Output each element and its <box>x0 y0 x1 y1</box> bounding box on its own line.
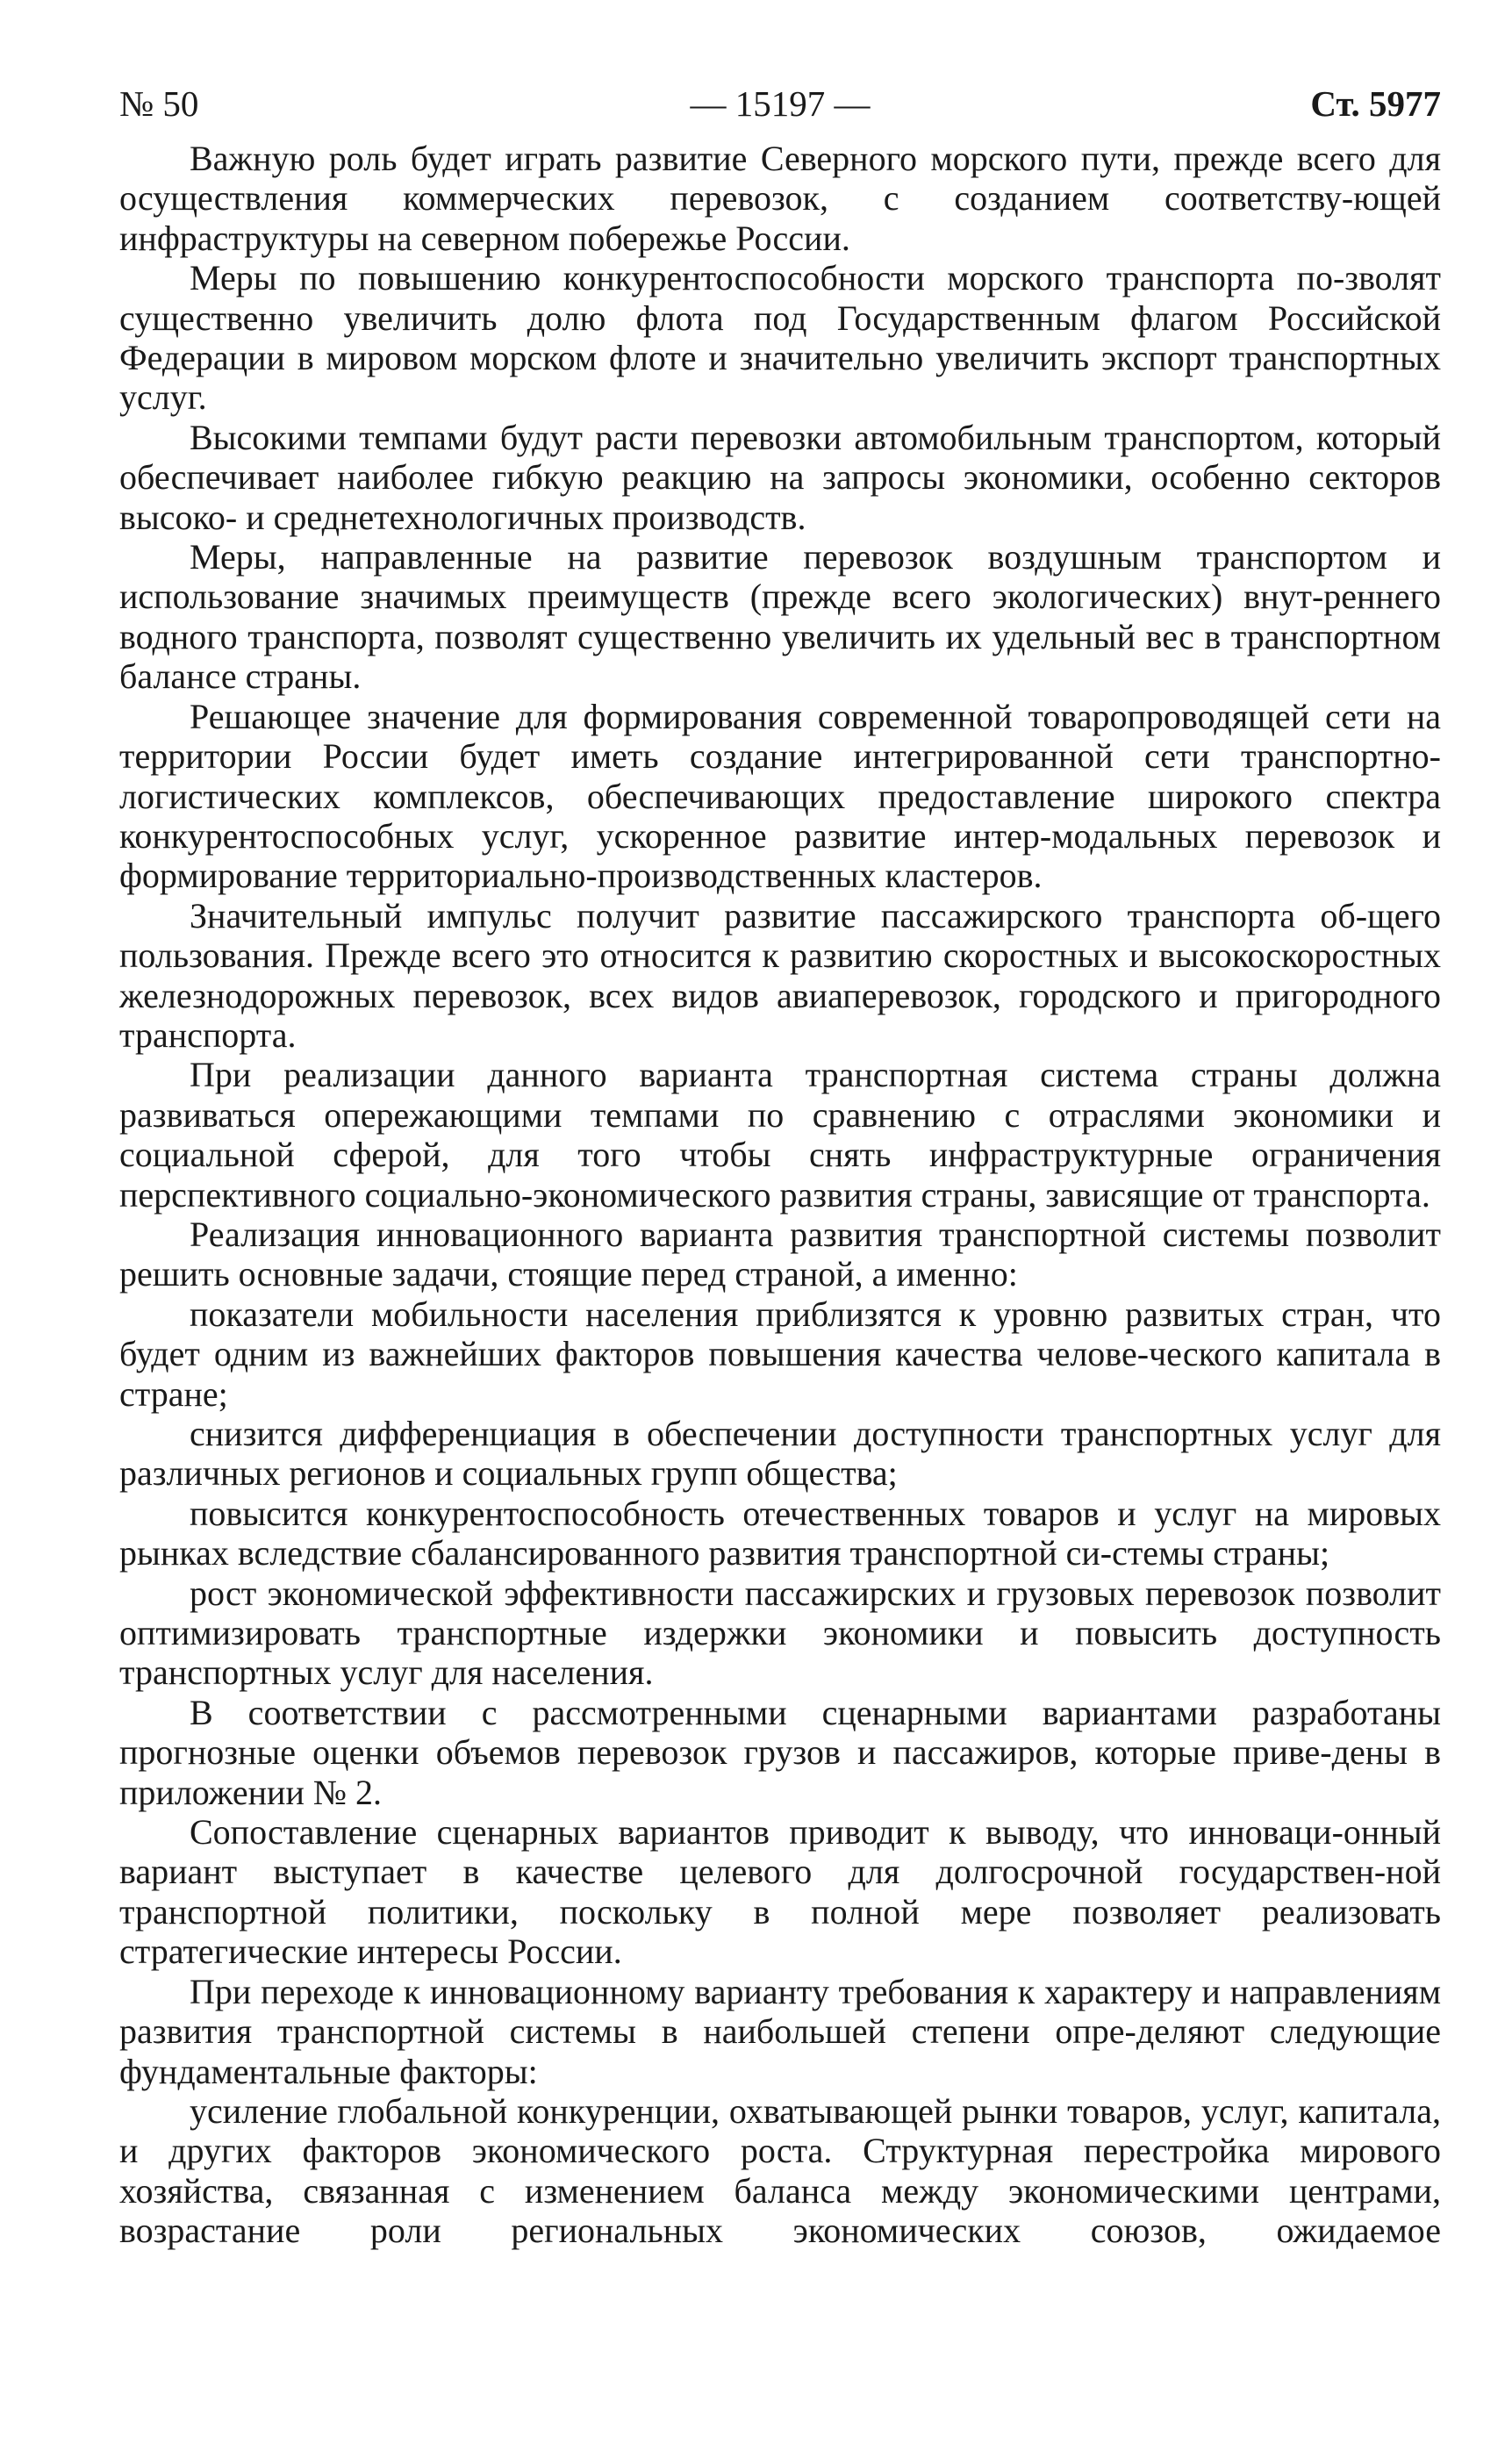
paragraph: При реализации данного варианта транспортная система страны должна развиваться опережающими темпами по сравнению с отраслями экономики и социальной сферой, для того чтобы снять инфраструктурные ограничения перспективного социально-экономического развития страны, зависящие от транспорта. <box>119 1055 1441 1215</box>
paragraph: Меры, направленные на развитие перевозок воздушным транспортом и использование значимых преимуществ (прежде всего экологических) внут-реннего водного транспорта, позволят существенно увеличить их удельный вес в транспортном балансе страны. <box>119 537 1441 697</box>
page-header <box>119 77 1441 139</box>
list-item: рост экономической эффективности пассажирских и грузовых перевозок позволит оптимизировать транспортные издержки экономики и повысить доступность транспортных услуг для населения. <box>119 1573 1441 1693</box>
paragraph: Меры по повышению конкурентоспособности морского транспорта по-зволят существенно увеличить долю флота под Государственным флагом Российской Федерации в мировом морском флоте и значительно увеличить экспорт транспортных услуг. <box>119 258 1441 418</box>
list-item: повысится конкурентоспособность отечественных товаров и услуг на мировых рынках вследствие сбалансированного развития транспортной си-стемы страны; <box>119 1493 1441 1573</box>
paragraph: При переходе к инновационному варианту требования к характеру и направлениям развития транспортной системы в наибольшей степени опре-деляют следующие фундаментальные факторы: <box>119 1971 1441 2091</box>
paragraph: Реализация инновационного варианта развития транспортной системы позволит решить основные задачи, стоящие перед страной, а именно: <box>119 1214 1441 1294</box>
list-item: показатели мобильности населения приблизятся к уровню развитых стран, что будет одним из важнейших факторов повышения качества челове-ческого капитала в стране; <box>119 1294 1441 1414</box>
paragraph: Решающее значение для формирования современной товаропроводящей сети на территории России будет иметь создание интегрированной сети транспортно-логистических комплексов, обеспечивающих предоставление широкого спектра конкурентоспособных услуг, ускоренное развитие интер-модальных перевозок и формирование территориально-производственных кластеров. <box>119 696 1441 896</box>
issue-number: № 50 <box>119 83 199 124</box>
document-page <box>119 77 1441 2251</box>
list-item: усиление глобальной конкуренции, охватывающей рынки товаров, услуг, капитала, и других факторов экономического роста. Структурная перестройка мирового хозяйства, связанная с изменением баланса между экономическими центрами, возрастание роли региональных экономических союзов, ожидаемое <box>119 2090 1441 2251</box>
page-number: — 15197 — <box>690 83 871 124</box>
body-text <box>119 139 1441 2251</box>
list-item: снизится дифференциация в обеспечении доступности транспортных услуг для различных регионов и социальных групп общества; <box>119 1414 1441 1494</box>
paragraph: Важную роль будет играть развитие Северного морского пути, прежде всего для осуществления коммерческих перевозок, с созданием соответству-ющей инфраструктуры на северном побережье России. <box>119 139 1441 258</box>
article-number: Ст. 5977 <box>1310 83 1441 124</box>
paragraph: Сопоставление сценарных вариантов приводит к выводу, что инноваци-онный вариант выступает в качестве целевого для долгосрочной государствен-ной транспортной политики, поскольку в полной мере позволяет реализовать стратегические интересы России. <box>119 1812 1441 1972</box>
paragraph: Высокими темпами будут расти перевозки автомобильным транспортом, который обеспечивает наиболее гибкую реакцию на запросы экономики, особенно секторов высоко- и среднетехнологичных производств. <box>119 417 1441 537</box>
paragraph: В соответствии с рассмотренными сценарными вариантами разработаны прогнозные оценки объемов перевозок грузов и пассажиров, которые приве-дены в приложении № 2. <box>119 1692 1441 1812</box>
paragraph: Значительный импульс получит развитие пассажирского транспорта об-щего пользования. Прежде всего это относится к развитию скоростных и высокоскоростных железнодорожных перевозок, всех видов авиаперевозок, городского и пригородного транспорта. <box>119 895 1441 1055</box>
